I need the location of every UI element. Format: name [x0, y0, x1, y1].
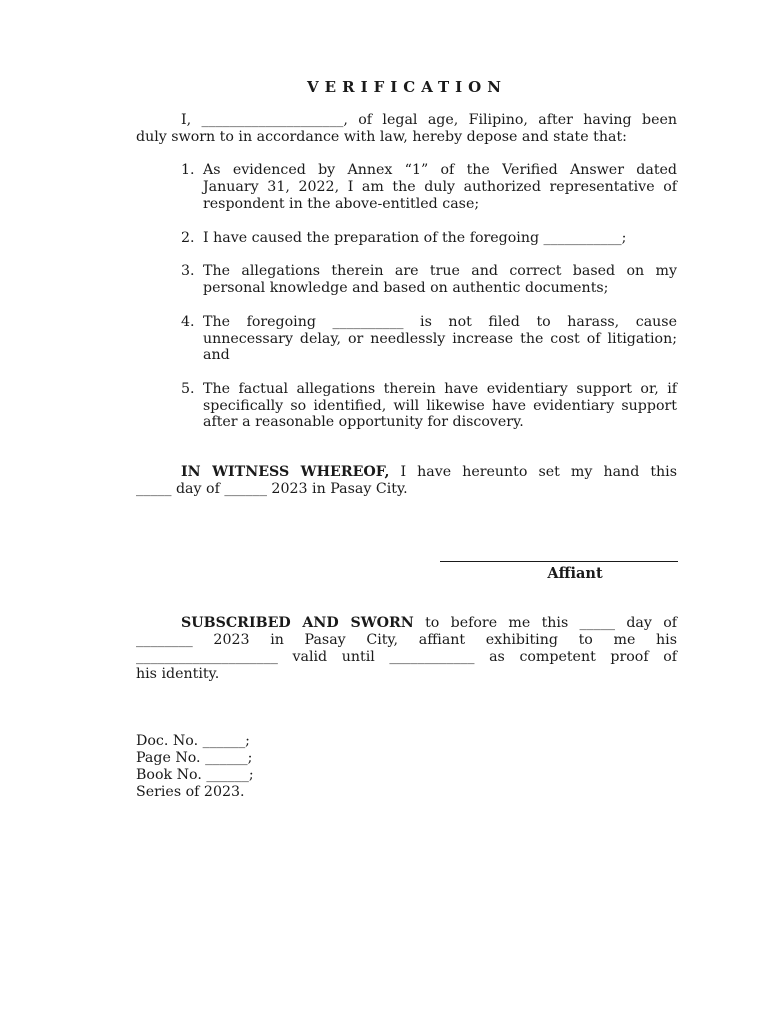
item-5-line-2: specifically so identified, will likewise have evidentiary support — [203, 398, 677, 414]
item-1-line-3: respondent in the above-entitled case; — [203, 196, 480, 212]
item-number-3: 3. — [181, 263, 195, 279]
jurat-line-3: ____________________ valid until ____________ as competent proof of — [136, 649, 677, 665]
item-3-line-1: The allegations therein are true and correct based on my — [203, 263, 677, 279]
book-no: Book No. ______; — [136, 767, 254, 783]
item-1-line-1: As evidenced by Annex “1” of the Verified Answer dated — [203, 162, 677, 178]
item-4-line-1: The foregoing __________ is not filed to harass, cause — [203, 314, 677, 330]
jurat-line-4: his identity. — [136, 666, 220, 682]
item-4-line-3: and — [203, 347, 230, 363]
item-number-5: 5. — [181, 381, 195, 397]
document-title: VERIFICATION — [307, 78, 507, 96]
item-number-1: 1. — [181, 162, 195, 178]
item-number-2: 2. — [181, 230, 195, 246]
item-5-line-3: after a reasonable opportunity for discovery. — [203, 414, 524, 430]
doc-no: Doc. No. ______; — [136, 733, 250, 749]
jurat-line-1: SUBSCRIBED AND SWORN to before me this _____ day of — [181, 615, 678, 631]
affiant-label: Affiant — [547, 565, 603, 582]
intro-line-1: I, ____________________, of legal age, Filipino, after having been — [181, 112, 678, 128]
item-1-line-2: January 31, 2022, I am the duly authorized representative of — [203, 179, 677, 195]
page-no: Page No. ______; — [136, 750, 253, 766]
item-5-line-1: The factual allegations therein have evidentiary support or, if — [203, 381, 677, 397]
item-number-4: 4. — [181, 314, 195, 330]
item-4-line-2: unnecessary delay, or needlessly increase the cost of litigation; — [203, 331, 677, 347]
series: Series of 2023. — [136, 784, 245, 800]
item-3-line-2: personal knowledge and based on authentic documents; — [203, 280, 609, 296]
name-blank: ____________________ — [201, 112, 344, 128]
intro-line-2: duly sworn to in accordance with law, hereby depose and state that: — [136, 129, 627, 145]
jurat-line-2: ________ 2023 in Pasay City, affiant exhibiting to me his — [136, 632, 677, 648]
item-2-line-1: I have caused the preparation of the foregoing ___________; — [203, 230, 627, 246]
witness-line-1: IN WITNESS WHEREOF, I have hereunto set my hand this — [181, 464, 677, 480]
witness-line-2: _____ day of ______ 2023 in Pasay City. — [136, 481, 408, 497]
signature-line — [440, 560, 678, 562]
